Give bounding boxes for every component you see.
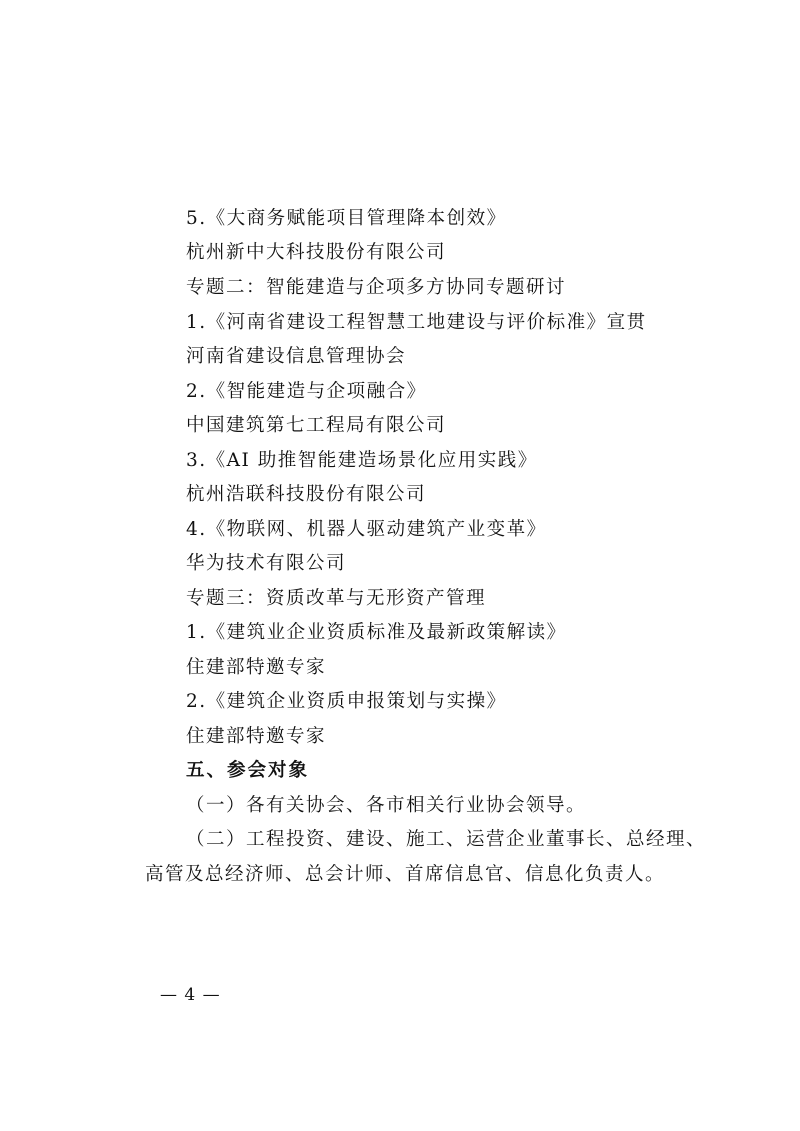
attendees-paragraph-2-continued: 高管及总经济师、总会计师、首席信息官、信息化负责人。 <box>145 864 666 885</box>
topic-2-heading: 专题二：智能建造与企项多方协同专题研讨 <box>186 277 567 298</box>
topic-3-item-2-title: 2.《建筑企业资质申报策划与实操》 <box>186 691 507 712</box>
topic-3-item-2-speaker: 住建部特邀专家 <box>186 726 327 747</box>
topic-2-item-3-company: 杭州浩联科技股份有限公司 <box>186 484 427 505</box>
topic-2-item-4-company: 华为技术有限公司 <box>186 553 347 574</box>
topic-2-item-2-title: 2.《智能建造与企项融合》 <box>186 381 427 402</box>
topic-item-5-title: 5.《大商务赋能项目管理降本创效》 <box>186 208 507 229</box>
topic-3-item-1-title: 1.《建筑业企业资质标准及最新政策解读》 <box>186 622 567 643</box>
topic-item-5-company: 杭州新中大科技股份有限公司 <box>186 242 447 263</box>
attendees-paragraph-1: （一）各有关协会、各市相关行业协会领导。 <box>186 795 587 816</box>
page-number: — 4 — <box>160 985 221 1005</box>
topic-2-item-1-title: 1.《河南省建设工程智慧工地建设与评价标准》宣贯 <box>186 312 647 333</box>
attendees-paragraph-2: （二）工程投资、建设、施工、运营企业董事长、总经理、 <box>186 829 707 850</box>
topic-2-item-2-company: 中国建筑第七工程局有限公司 <box>186 415 447 436</box>
topic-2-item-4-title: 4.《物联网、机器人驱动建筑产业变革》 <box>186 519 547 540</box>
section-heading-attendees: 五、参会对象 <box>186 760 310 781</box>
topic-2-item-3-title: 3.《AI 助推智能建造场景化应用实践》 <box>186 450 538 471</box>
topic-3-heading: 专题三：资质改革与无形资产管理 <box>186 588 487 609</box>
topic-2-item-1-org: 河南省建设信息管理协会 <box>186 346 407 367</box>
topic-3-item-1-speaker: 住建部特邀专家 <box>186 657 327 678</box>
